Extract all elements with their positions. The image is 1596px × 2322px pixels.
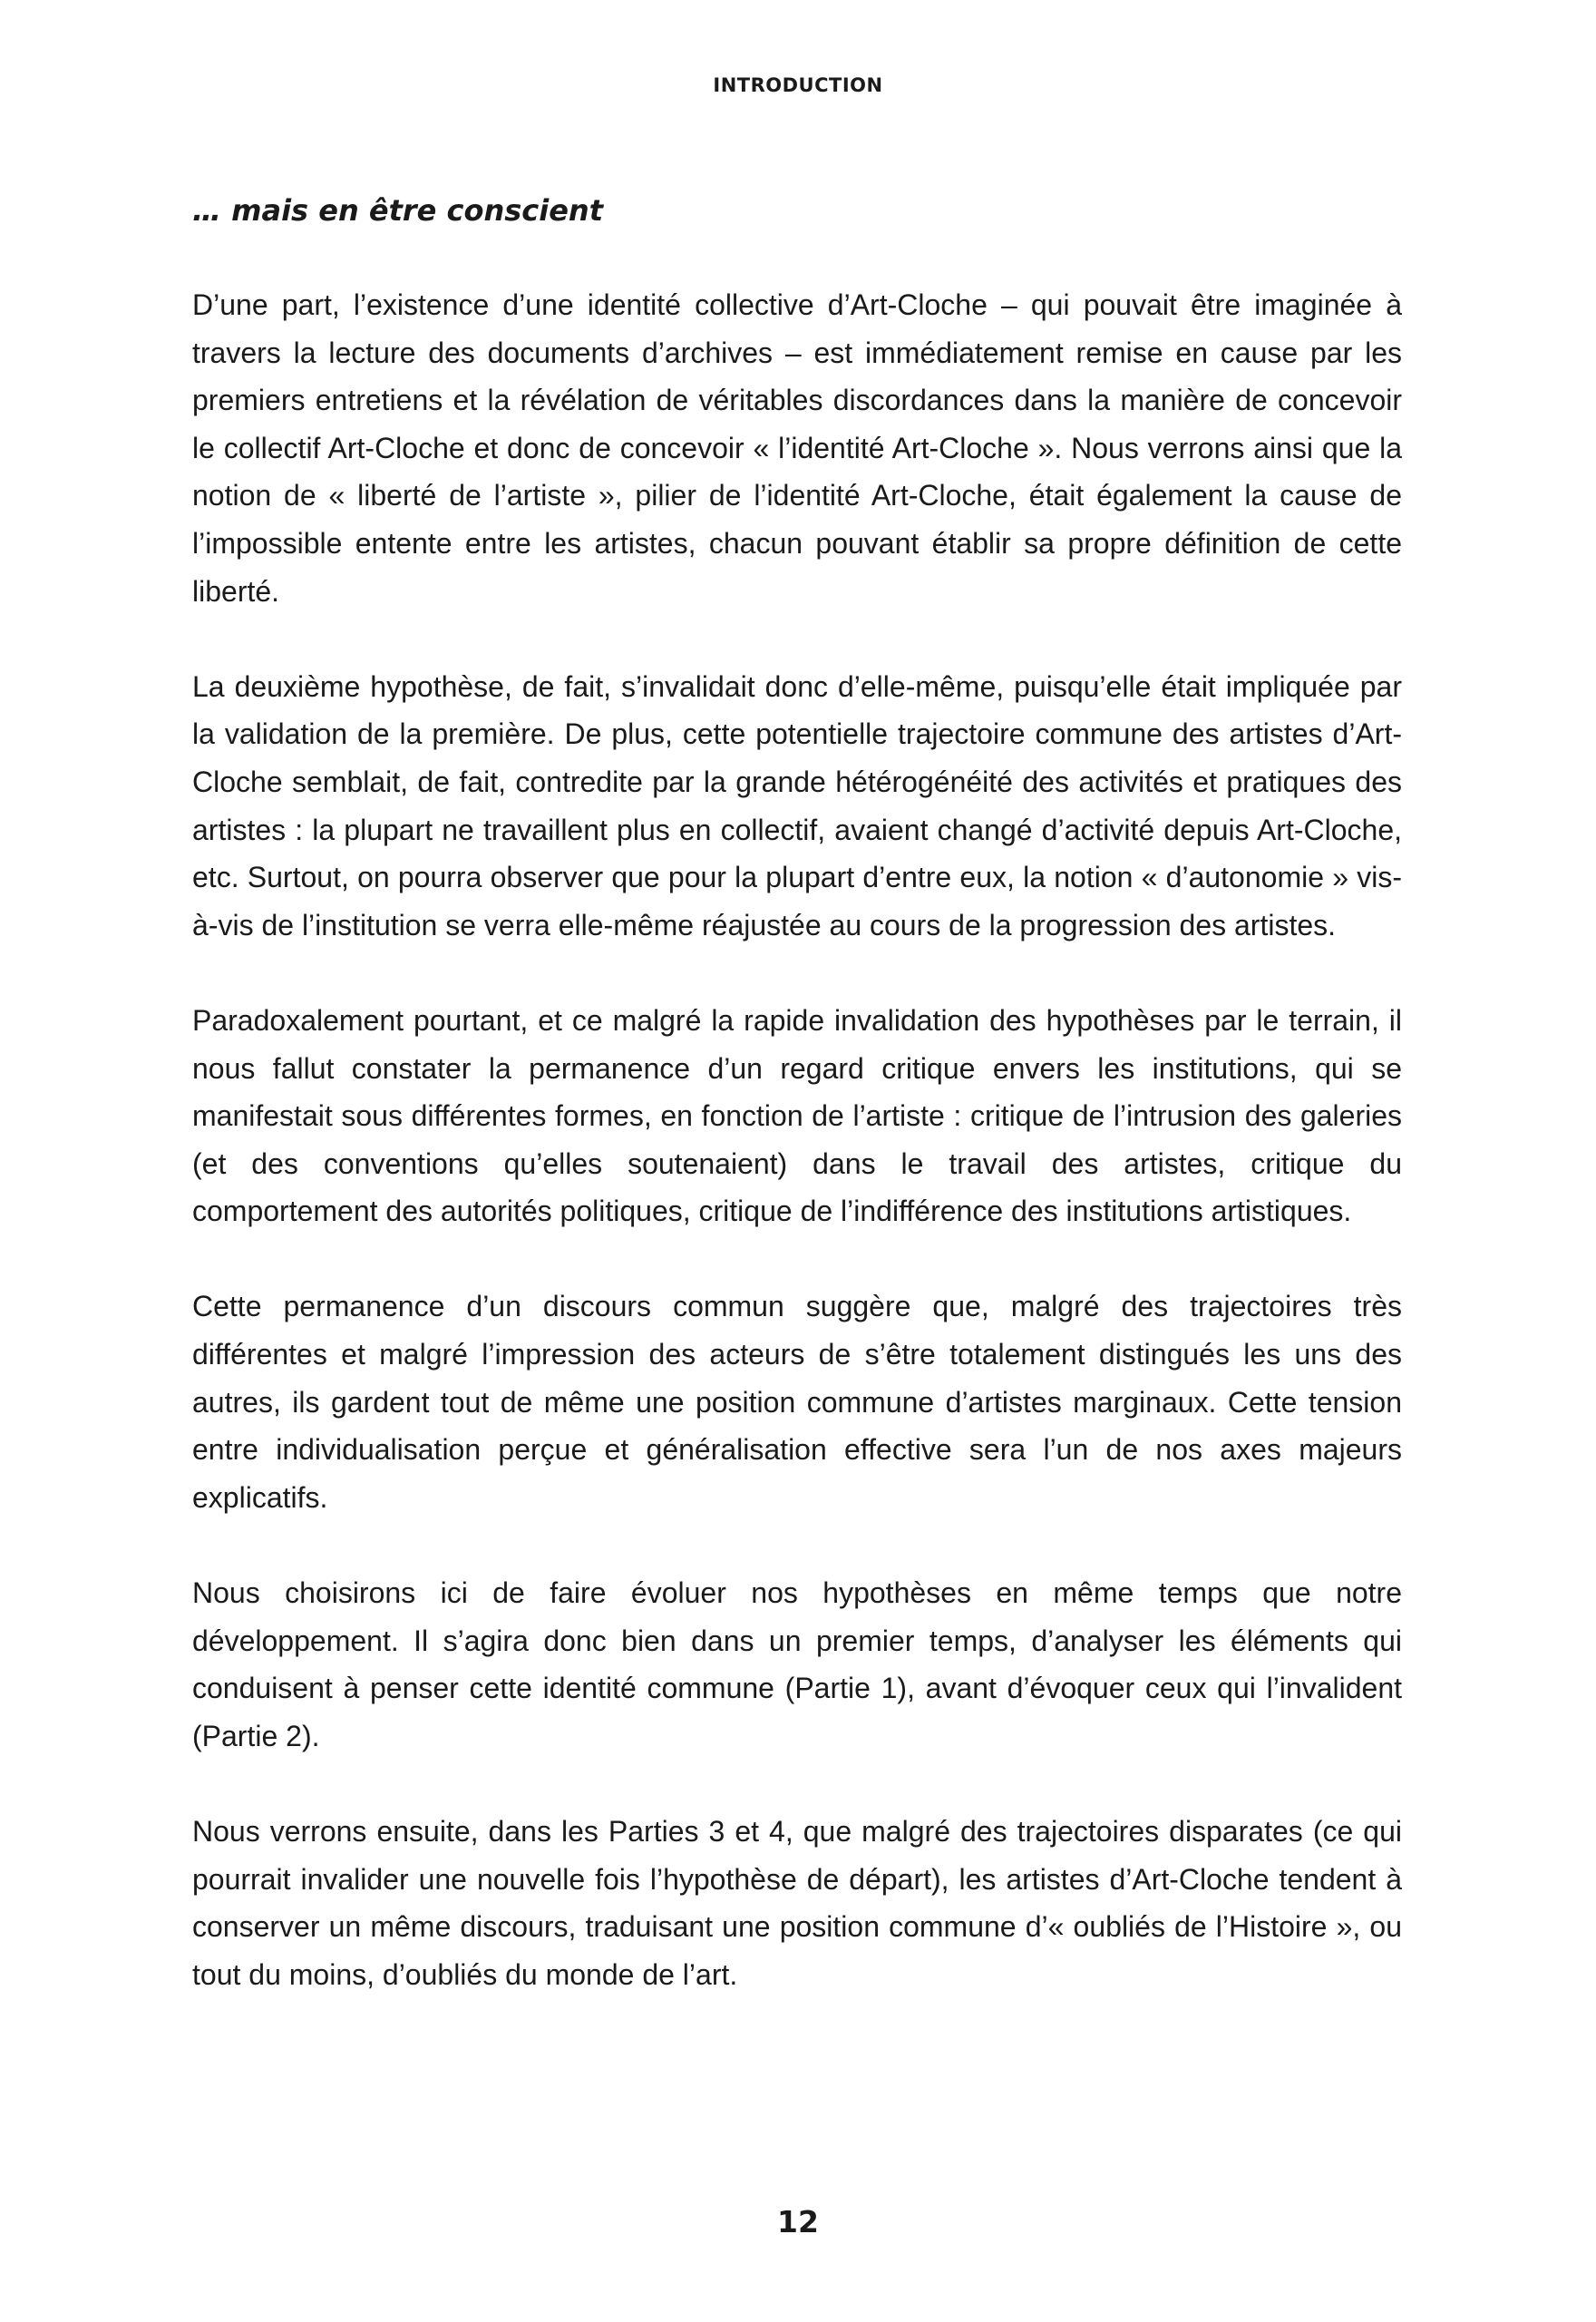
running-head: INTRODUCTION xyxy=(713,74,883,96)
paragraph: D’une part, l’existence d’une identité collective d’Art-Cloche – qui pouvait être imaginée à travers la lecture des documents d’archives – est immédiatement remise en cause par les premiers entretiens et la révélation de véritables discordances dans la manière de concevoir le collectif Art-Cloche et donc de concevoir « l’identité Art-Cloche ». Nous verrons ainsi que la notion de « liberté de l’artiste », pilier de l’identité Art-Cloche, était également la cause de l’impossible entente entre les artistes, chacun pouvant établir sa propre définition de cette liberté. xyxy=(192,288,1402,608)
paragraph: La deuxième hypothèse, de fait, s’invalidait donc d’elle-même, puisqu’elle était impliquée par la validation de la première. De plus, cette potentielle trajectoire commune des artistes d’Art-Cloche semblait, de fait, contredite par la grande hétérogénéité des activités et pratiques des artistes : la plupart ne travaillent plus en collectif, avaient changé d’activité depuis Art-Cloche, etc. Surtout, on pourra observer que pour la plupart d’entre eux, la notion « d’autonomie » vis-à-vis de l’institution se verra elle-même réajustée au cours de la progression des artistes. xyxy=(192,669,1402,941)
paragraph: Cette permanence d’un discours commun suggère que, malgré des trajectoires très différentes et malgré l’impression des acteurs de s’être totalement distingués les uns des autres, ils gardent tout de même une position commune d’artistes marginaux. Cette tension entre individualisation perçue et généralisation effective sera l’un de nos axes majeurs explicatifs. xyxy=(192,1290,1402,1514)
paragraph: Nous verrons ensuite, dans les Parties 3 et 4, que malgré des trajectoires disparates (ce qui pourrait invalider une nouvelle fois l’hypothèse de départ), les artistes d’Art-Cloche tendent à conserver un même discours, traduisant une position commune d’« oubliés de l’Histoire », ou tout du moins, d’oubliés du monde de l’art. xyxy=(192,1815,1402,1991)
section-title: … mais en être conscient xyxy=(192,193,603,228)
paragraph: Nous choisirons ici de faire évoluer nos hypothèses en même temps que notre développement. Il s’agira donc bien dans un premier temps, d’analyser les éléments qui conduisent à penser cette identité commune (Partie 1), avant d’évoquer ceux qui l’invalident (Partie 2). xyxy=(192,1576,1402,1752)
paragraph: Paradoxalement pourtant, et ce malgré la rapide invalidation des hypothèses par le terrain, il nous fallut constater la permanence d’un regard critique envers les institutions, qui se manifestait sous différentes formes, en fonction de l’artiste : critique de l’intrusion des galeries (et des conventions qu’elles soutenaient) dans le travail des artistes, critique du comportement des autorités politiques, critique de l’indifférence des institutions artistiques. xyxy=(192,1003,1402,1228)
page-body xyxy=(192,187,1402,2046)
page-number: 12 xyxy=(777,2204,819,2239)
